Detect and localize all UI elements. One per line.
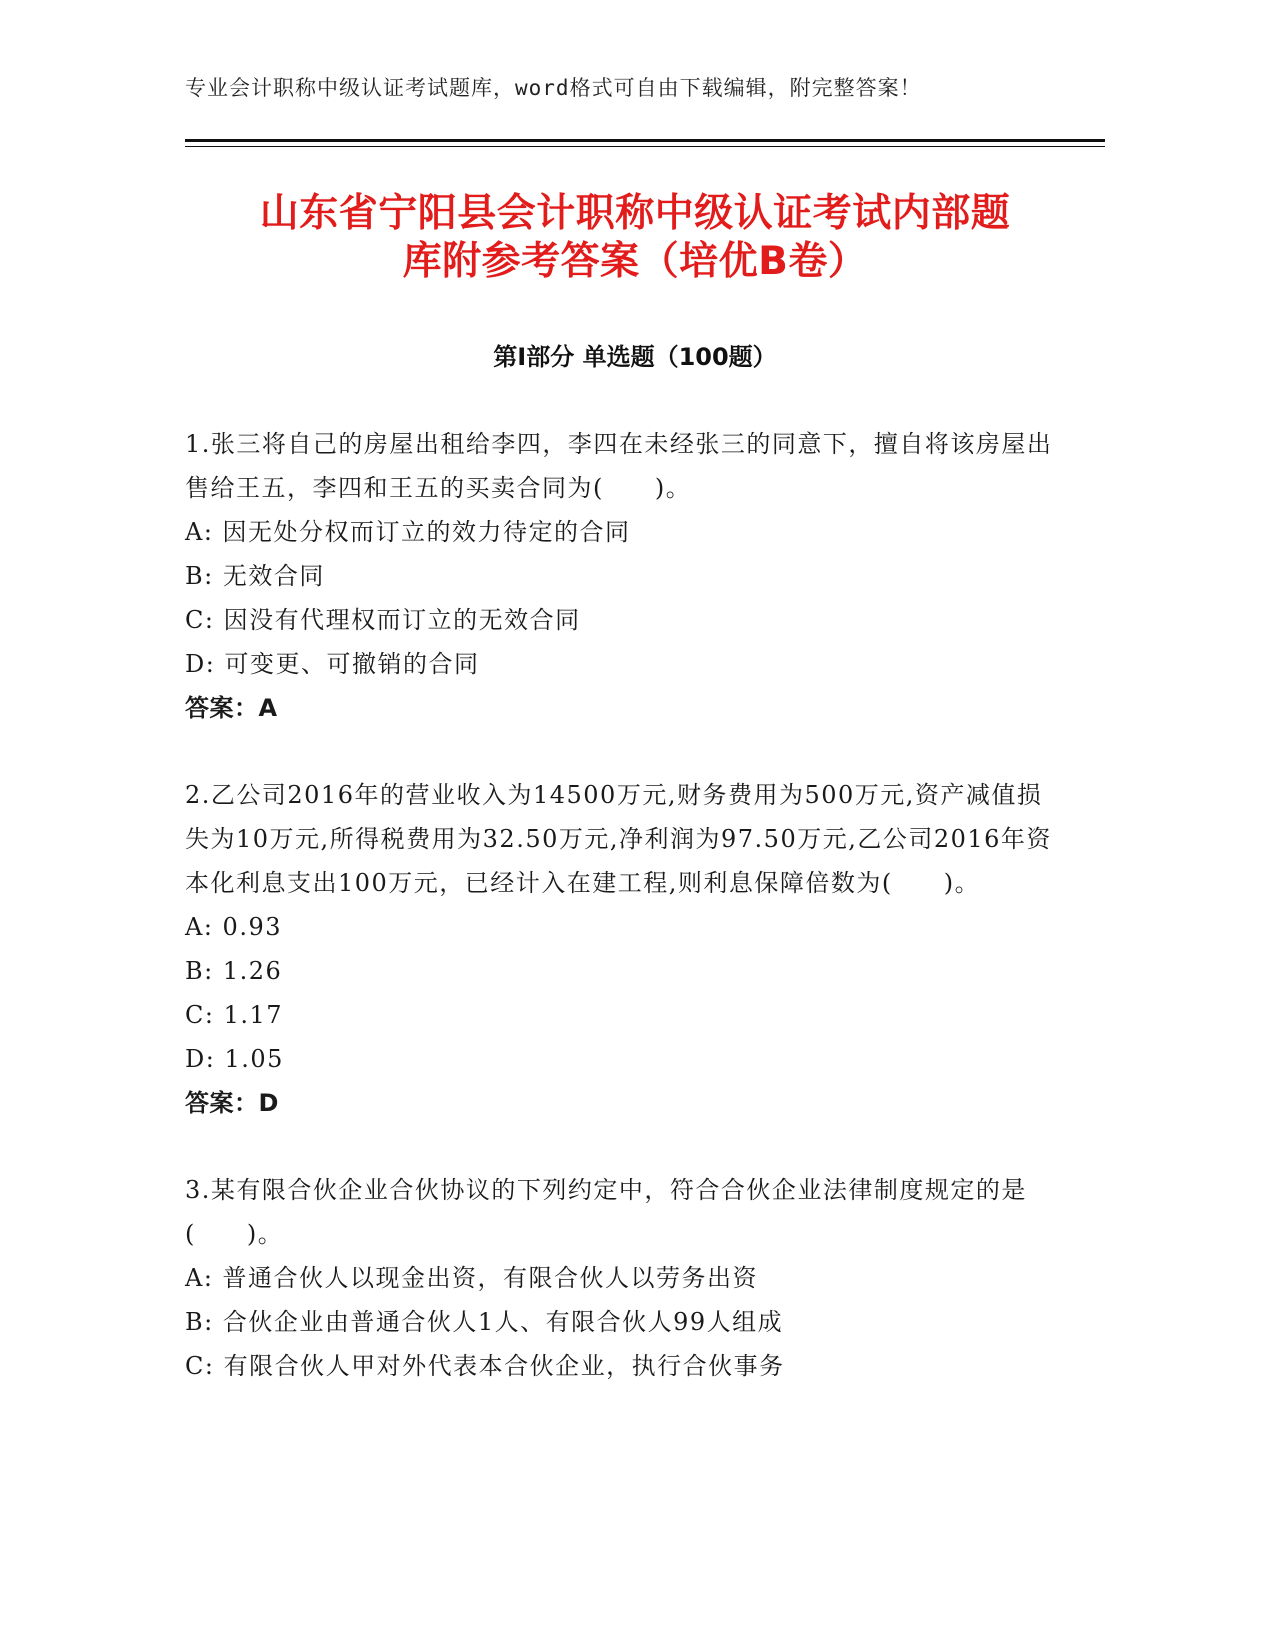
option-c: C: 有限合伙人甲对外代表本合伙企业，执行合伙事务 [185, 1352, 785, 1380]
option-d: D: 1.05 [185, 1045, 284, 1073]
header-note: 专业会计职称中级认证考试题库，word格式可自由下载编辑，附完整答案！ [185, 76, 922, 100]
question-stem: 3.某有限合伙企业合伙协议的下列约定中，符合合伙企业法律制度规定的是( )。 [185, 1176, 1027, 1248]
question-list [185, 422, 1065, 1431]
header-rule-thick [185, 139, 1105, 142]
option-a: A: 0.93 [185, 913, 282, 941]
option-c: C: 因没有代理权而订立的无效合同 [185, 606, 581, 634]
document-title-line-1: 山东省宁阳县会计职称中级认证考试内部题 [259, 191, 1011, 236]
document-title [185, 190, 1085, 286]
option-c: C: 1.17 [185, 1001, 284, 1029]
option-d: D: 可变更、可撤销的合同 [185, 650, 480, 678]
section-title: 第Ⅰ部分 单选题（100题） [493, 343, 777, 371]
option-a: A: 因无处分权而订立的效力待定的合同 [185, 518, 631, 546]
question-stem: 1.张三将自己的房屋出租给李四，李四在未经张三的同意下，擅自将该房屋出售给王五，李四和王五的买卖合同为( )。 [185, 430, 1053, 502]
option-b: B: 1.26 [185, 957, 283, 985]
question-3 [185, 1168, 1065, 1388]
option-b: B: 合伙企业由普通合伙人1人、有限合伙人99人组成 [185, 1308, 784, 1336]
option-a: A: 普通合伙人以现金出资，有限合伙人以劳务出资 [185, 1264, 759, 1292]
question-1 [185, 422, 1065, 730]
answer-key: 答案：D [185, 1089, 279, 1117]
document-title-line-2: 库附参考答案（培优B卷） [402, 239, 868, 284]
header-rule-thin [185, 146, 1105, 147]
option-b: B: 无效合同 [185, 562, 325, 590]
question-2 [185, 773, 1065, 1125]
question-stem: 2.乙公司2016年的营业收入为14500万元,财务费用为500万元,资产减值损失为10万元,所得税费用为32.50万元,净利润为97.50万元,乙公司2016年资本化利息支出100万元，已经计入在建工程,则利息保障倍数为( )。 [185, 781, 1052, 897]
answer-key: 答案：A [185, 694, 278, 722]
